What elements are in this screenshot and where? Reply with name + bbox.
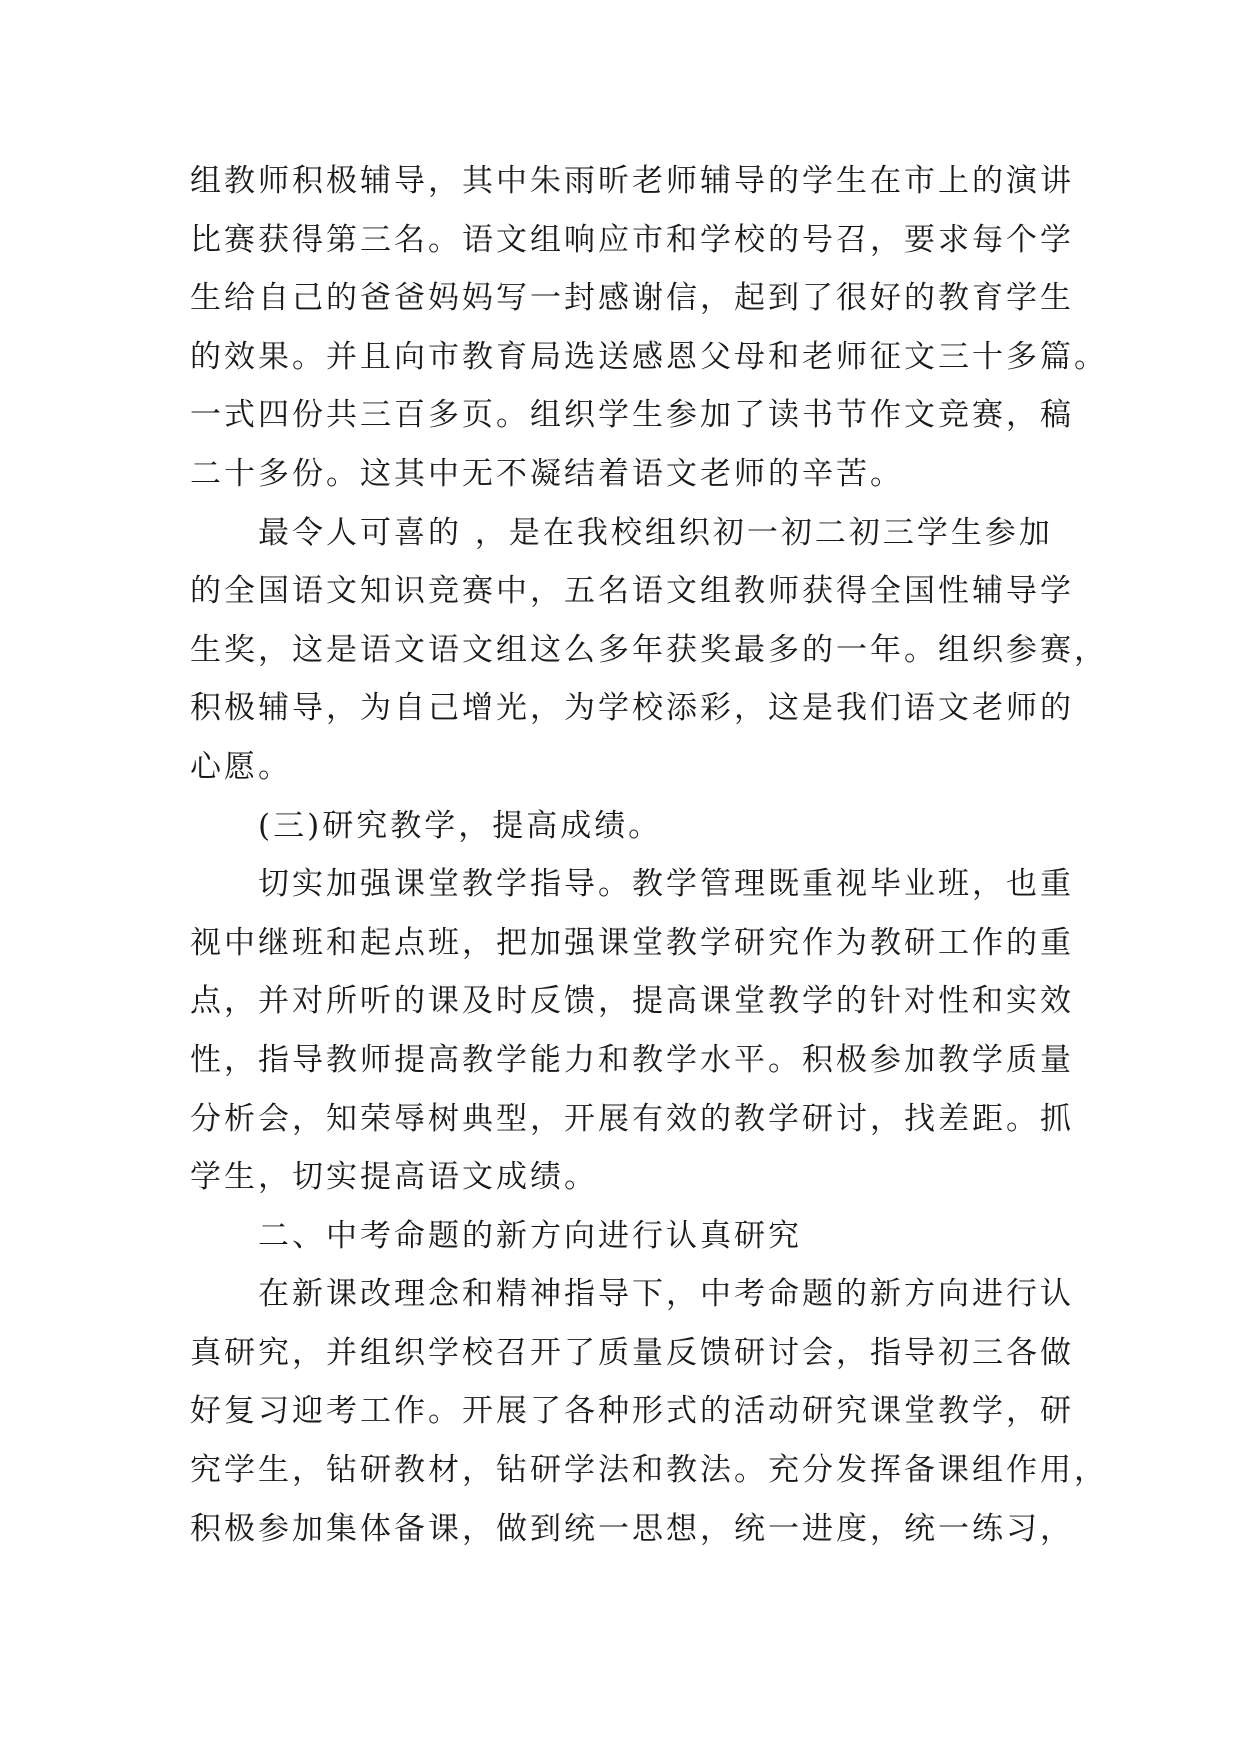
text-line: 好复习迎考工作。开展了各种形式的活动研究课堂教学，研 <box>190 1393 1074 1430</box>
text-line: 组教师积极辅导，其中朱雨昕老师辅导的学生在市上的演讲 <box>190 163 1074 199</box>
text-line: 积极辅导，为自己增光，为学校添彩，这是我们语文老师的 <box>190 690 1074 727</box>
text-line: 究学生，钻研教材，钻研学法和教法。充分发挥备课组作用， <box>190 1452 1108 1489</box>
text-line: 性，指导教师提高教学能力和教学水平。积极参加教学质量 <box>190 1041 1074 1078</box>
text-line: 学生，切实提高语文成绩。 <box>190 1159 598 1196</box>
section-heading: (三)研究教学，提高成绩。 <box>258 807 663 844</box>
section-heading: 二、中考命题的新方向进行认真研究 <box>258 1217 802 1254</box>
paragraph-first-line: 最令人可喜的 ，是在我校组织初一初二初三学生参加 <box>258 514 1053 551</box>
paragraph-first-line: 切实加强课堂教学指导。教学管理既重视毕业班，也重 <box>258 866 1074 903</box>
text-line: 点，并对所听的课及时反馈，提高课堂教学的针对性和实效 <box>190 983 1074 1020</box>
paragraph-first-line: 在新课改理念和精神指导下，中考命题的新方向进行认 <box>258 1276 1074 1313</box>
text-line: 真研究，并组织学校召开了质量反馈研讨会，指导初三各做 <box>190 1334 1074 1371</box>
text-line: 心愿。 <box>190 748 292 785</box>
text-line: 生奖，这是语文语文组这么多年获奖最多的一年。组织参赛， <box>190 631 1108 668</box>
text-line: 一式四份共三百多页。组织学生参加了读书节作文竞赛，稿 <box>190 397 1074 434</box>
text-line: 的全国语文知识竞赛中，五名语文组教师获得全国性辅导学 <box>190 573 1074 610</box>
text-line: 积极参加集体备课，做到统一思想，统一进度，统一练习， <box>190 1510 1074 1547</box>
text-line: 二十多份。这其中无不凝结着语文老师的辛苦。 <box>190 455 904 492</box>
text-line: 生给自己的爸爸妈妈写一封感谢信，起到了很好的教育学生 <box>190 280 1074 317</box>
text-line: 视中继班和起点班，把加强课堂教学研究作为教研工作的重 <box>190 924 1074 961</box>
text-line: 的效果。并且向市教育局选送感恩父母和老师征文三十多篇。 <box>190 338 1108 375</box>
document-body <box>190 152 1108 1558</box>
text-line: 分析会，知荣辱树典型，开展有效的教学研讨，找差距。抓 <box>190 1100 1074 1137</box>
text-line: 比赛获得第三名。语文组响应市和学校的号召，要求每个学 <box>190 221 1074 258</box>
